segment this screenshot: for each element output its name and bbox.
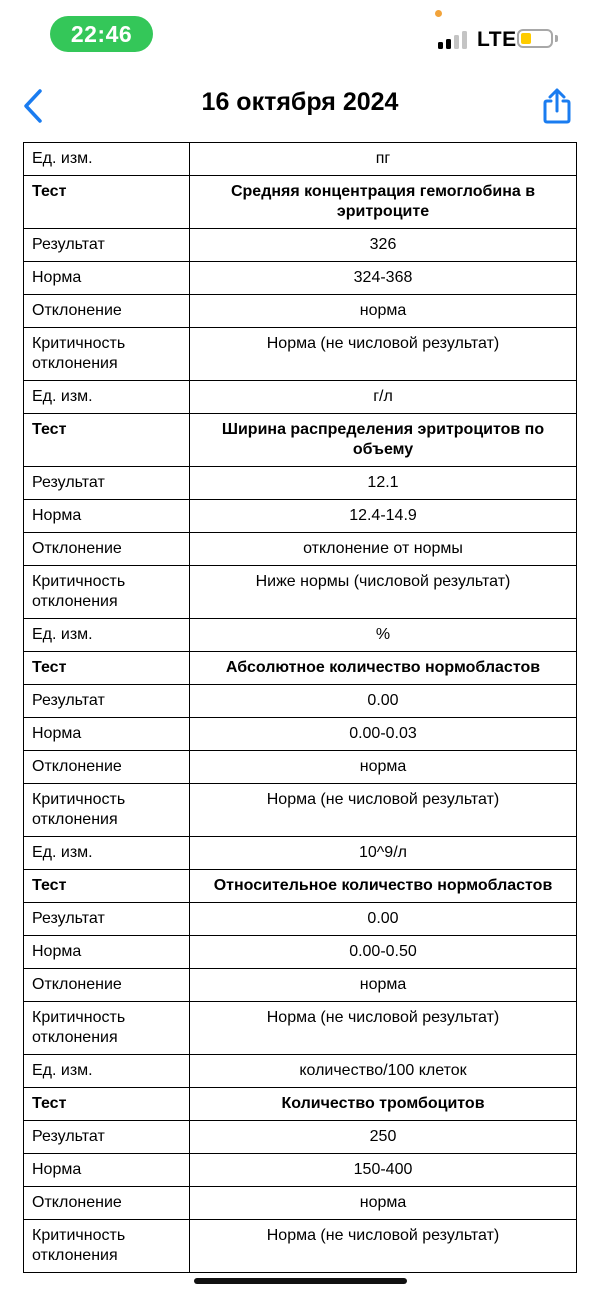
row-label: Отклонение: [24, 295, 190, 328]
test-header-row: [24, 870, 577, 903]
table-row: [24, 1121, 577, 1154]
table-row: [24, 1220, 577, 1273]
row-label: Отклонение: [24, 533, 190, 566]
table-row: [24, 718, 577, 751]
table-row: [24, 143, 577, 176]
table-row: [24, 1154, 577, 1187]
row-value: Норма (не числовой результат): [190, 784, 577, 837]
row-value: 0.00: [190, 685, 577, 718]
battery-icon: [517, 29, 553, 48]
share-icon: [538, 86, 576, 126]
row-value: 250: [190, 1121, 577, 1154]
row-value: норма: [190, 1187, 577, 1220]
row-value: 0.00: [190, 903, 577, 936]
row-label: Критичность отклонения: [24, 1220, 190, 1273]
row-label: Результат: [24, 685, 190, 718]
table-row: [24, 685, 577, 718]
table-row: [24, 1002, 577, 1055]
share-button[interactable]: [538, 86, 576, 126]
row-label: Отклонение: [24, 1187, 190, 1220]
table-row: [24, 969, 577, 1002]
row-value: отклонение от нормы: [190, 533, 577, 566]
row-label: Результат: [24, 1121, 190, 1154]
row-value: Количество тромбоцитов: [190, 1088, 577, 1121]
row-value: 324-368: [190, 262, 577, 295]
table-row: [24, 784, 577, 837]
table-row: [24, 467, 577, 500]
row-value: г/л: [190, 381, 577, 414]
table-row: [24, 1187, 577, 1220]
test-header-row: [24, 414, 577, 467]
row-value: Норма (не числовой результат): [190, 1220, 577, 1273]
table-row: [24, 619, 577, 652]
row-label: Норма: [24, 1154, 190, 1187]
row-label: Норма: [24, 500, 190, 533]
row-value: 326: [190, 229, 577, 262]
row-value: Норма (не числовой результат): [190, 1002, 577, 1055]
privacy-indicator-dot: [435, 10, 442, 17]
row-label: Ед. изм.: [24, 381, 190, 414]
row-label: Результат: [24, 903, 190, 936]
table-row: [24, 295, 577, 328]
row-value: 12.4-14.9: [190, 500, 577, 533]
row-label: Норма: [24, 936, 190, 969]
row-value: 10^9/л: [190, 837, 577, 870]
row-label: Ед. изм.: [24, 619, 190, 652]
results-scroll-area[interactable]: [23, 143, 577, 1264]
row-value: %: [190, 619, 577, 652]
table-row: [24, 936, 577, 969]
row-value: пг: [190, 143, 577, 176]
test-header-row: [24, 1088, 577, 1121]
table-row: [24, 262, 577, 295]
row-value: 0.00-0.03: [190, 718, 577, 751]
row-label: Норма: [24, 718, 190, 751]
table-row: [24, 751, 577, 784]
table-row: [24, 533, 577, 566]
test-header-row: [24, 652, 577, 685]
table-row: [24, 837, 577, 870]
row-label: Критичность отклонения: [24, 328, 190, 381]
row-label: Результат: [24, 467, 190, 500]
battery-tip: [555, 35, 558, 42]
results-table: [23, 142, 577, 1273]
row-value: 0.00-0.50: [190, 936, 577, 969]
table-row: [24, 903, 577, 936]
row-value: Ширина распределения эритроцитов по объему: [190, 414, 577, 467]
home-indicator[interactable]: [194, 1278, 407, 1284]
row-label: Норма: [24, 262, 190, 295]
row-value: количество/100 клеток: [190, 1055, 577, 1088]
row-value: Ниже нормы (числовой результат): [190, 566, 577, 619]
row-label: Результат: [24, 229, 190, 262]
row-label: Ед. изм.: [24, 1055, 190, 1088]
row-label: Отклонение: [24, 751, 190, 784]
row-label: Критичность отклонения: [24, 566, 190, 619]
row-value: Относительное количество нормобластов: [190, 870, 577, 903]
status-time: 22:46: [50, 16, 153, 52]
row-label: Тест: [24, 652, 190, 685]
table-row: [24, 500, 577, 533]
row-label: Тест: [24, 1088, 190, 1121]
row-label: Ед. изм.: [24, 837, 190, 870]
table-row: [24, 1055, 577, 1088]
page-title: 16 октября 2024: [201, 88, 399, 116]
table-row: [24, 328, 577, 381]
table-row: [24, 229, 577, 262]
row-value: Средняя концентрация гемоглобина в эритроците: [190, 176, 577, 229]
network-type: LTE: [477, 28, 517, 51]
row-value: норма: [190, 295, 577, 328]
row-label: Критичность отклонения: [24, 1002, 190, 1055]
cellular-signal-icon: [438, 29, 470, 49]
test-header-row: [24, 176, 577, 229]
row-label: Тест: [24, 414, 190, 467]
row-label: Тест: [24, 176, 190, 229]
table-row: [24, 566, 577, 619]
row-label: Ед. изм.: [24, 143, 190, 176]
row-value: 12.1: [190, 467, 577, 500]
row-value: норма: [190, 969, 577, 1002]
row-value: Абсолютное количество нормобластов: [190, 652, 577, 685]
row-value: норма: [190, 751, 577, 784]
row-label: Тест: [24, 870, 190, 903]
row-value: 150-400: [190, 1154, 577, 1187]
row-value: Норма (не числовой результат): [190, 328, 577, 381]
table-row: [24, 381, 577, 414]
row-label: Критичность отклонения: [24, 784, 190, 837]
row-label: Отклонение: [24, 969, 190, 1002]
